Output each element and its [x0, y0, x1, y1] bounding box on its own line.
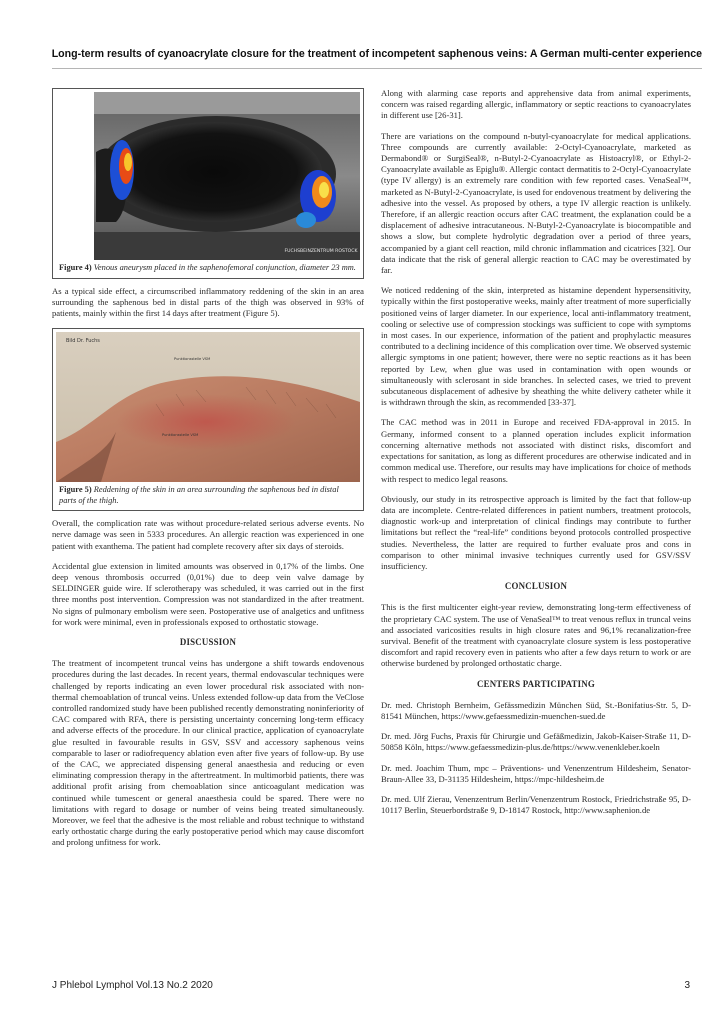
paragraph: The treatment of incompetent truncal veins has undergone a shift towards endovenous procedures during the last decades. In recent years, thermal endovascular techniques were challenged by reports indicating an even lower procedural risk associated with non-thermal chemoablation of truncal veins. Unless extended follow-up data from the VeClose controlled randomized study have been published recently demonstrating noninferiority of CAC compared with RFA, there is persisting uncertainty concerning long-term efficacy and adverse effects of the procedure. In our clinical practice, application of cyanoacrylate glue resulted in favourable results in GSV, SSV and accessory saphenous veins comparable to laser or radiofrequency ablation even after five years of follow-up. By use of the CAC, we appreciated dispensing general anaesthesia and reducing or even eliminating compression therapy in the aftertreatment. In multimorbid patients, there was additional profit arising from chemoablation since anticoagulant medication was continued while tumescent or general anaesthesia could be spared. There were no limitations with regard to dosage or number of veins being treated simultaneously. Moreover, we feel that the adhesive is the most reliable and robust technique to withstand early orthostatic charge during the early postoperative period which may cause discomfort and prolong unfitness for work.: [52, 658, 364, 848]
photo-label: Bild Dr. Fuchs: [66, 338, 100, 345]
center-entry: Dr. med. Jörg Fuchs, Praxis für Chirurgie und Gefäßmedizin, Jakob-Kaiser-Straße 11, D-50858 Köln, https://www.gefaessmedizin-plus.de/https://www.venenkleber.koeln: [381, 731, 691, 753]
header-rule: [52, 68, 702, 69]
paragraph: Along with alarming case reports and apprehensive data from animal experiments, concern was raised regarding allergic, inflammatory or septic reactions to cyanoacrylates in different use [26-31].: [381, 88, 691, 121]
figure-4-label: Figure 4): [59, 263, 92, 272]
ultrasound-watermark: FUCHSBEINZENTRUM ROSTOCK: [284, 249, 358, 254]
left-column: [52, 88, 364, 858]
page-number: 3: [684, 980, 690, 991]
figure-4-caption: [59, 263, 357, 274]
figure-4-caption-text: Venous aneurysm placed in the saphenofemoral conjunction, diameter 23 mm.: [91, 263, 356, 272]
puncture-label-lower: Punktionsstelle VSM: [162, 433, 199, 438]
running-header: Long-term results of cyanoacrylate closure for the treatment of incompetent saphenous veins: A German multi-center experience: [51, 48, 702, 60]
paragraph: There are variations on the compound n-butyl-cyanoacrylate for medical applications. Three compounds are currently available: 2-Octyl-Cyanoacrylate, marketed as Dermabond® or SurgiSeal®, n-Butyl-2-Cyanoacrylate as Histoacryl®, or Ethyl-2-Cyanoacrylate available as Epiglu®. Allergic contact dermatitis to 2-Octyl-Cyanoacrylate (type IV allergy) is an extremely rare condition with few reported cases. VenaSeal™, marketed as N-Butyl-2-Cyanoacrylate, is used for endovenous treatment by delivering the adhesive into the vessel. As proposed by others, a type IV allergic reaction is unlikely. Therefore, if an allergic reaction occurs after CAC treatment, the explanation could be a displacement of adhesive intracutaneous. N-Butyl-2-Cyanoacrylate is biocompatible and shows a slow, but complete hydrolytic degradation over a period of three years, accompanied by a giant cell reaction, mild chronic inflammation and cicatrices [32]. Our data indicate that the risk of general allergic reaction to CAC may be overestimated by far.: [381, 130, 691, 276]
figure-5: [52, 328, 364, 511]
paragraph: We noticed reddening of the skin, interpreted as histamine dependent hypersensitivity, typically within the first postoperative weeks, mainly after treatment of more superficially positioned veins of larger diameter. In our experience, local anti-inflammatory treatment, cooling or selective use of compression stockings was sufficient to cope with symptoms in most cases. In our experience, information of the patient and prophylactic measures contributed to a declining incidence of this complication over time. We observed systemic allergic symptoms in one patient; however, there were no septic reactions as it has been reported by Lew, when glue was used in contamination with open wounds or simultaneously with sclerosant in side branches. In selected cases, we tried to prevent subcutaneous displacement of adhesive by sheathing the white delivery catheter while it is withdrawn through the skin, as recommended [33-37].: [381, 285, 691, 408]
center-entry: Dr. med. Christoph Bernheim, Gefässmedizin München Süd, St.-Bonifatius-Str. 5, D-81541 München, https://www.gefaessmedizin-muenchen-sued.de: [381, 699, 691, 721]
center-entry: Dr. med. Joachim Thum, mpc – Präventions- und Venenzentrum Hildesheim, Senator-Braun-Allee 33, D-31135 Hildesheim, https://mpc-hildesheim.de: [381, 762, 691, 784]
paragraph: Overall, the complication rate was without procedure-related serious adverse events. No nerve damage was seen in 5333 procedures. An allergic reaction was experienced in one patient with exanthema. The patient had complete recovery after six days of steroids.: [52, 518, 364, 551]
figure-5-caption: [59, 485, 357, 506]
section-heading-discussion: DISCUSSION: [179, 636, 237, 647]
right-column: [381, 88, 691, 825]
paragraph: Obviously, our study in its retrospective approach is limited by the fact that follow-up data are incomplete. Centre-related differences in patient numbers, treatment protocols, diagnostic work-up and interpretation of clinical findings may contribute to further limitations but reflect the “real-life” conditions beyond protocols controlled prospective studies. Nevertheless, the latter are required to further evaluate pros and cons in comparison to other minimal invasive techniques currently used for GSV/SSV insufficiency.: [381, 493, 691, 571]
section-heading-centers: CENTERS PARTICIPATING: [476, 678, 596, 689]
footer-journal: J Phlebol Lymphol Vol.13 No.2 2020: [52, 980, 213, 991]
figure-4: [52, 88, 364, 279]
section-heading-conclusion: CONCLUSION: [504, 581, 568, 592]
figure-5-label: Figure 5): [59, 485, 92, 495]
paragraph: As a typical side effect, a circumscribed inflammatory reddening of the skin in an area surrounding the saphenous bed in distal parts of the thigh was observed in 93% of patients, mainly within the first 14 days after treatment (Figure 5).: [52, 285, 364, 318]
paragraph: Accidental glue extension in limited amounts was observed in 0,17% of the limbs. One deep venous thrombosis occurred (0,01%) due to deep vein valve damage by SELDINGER guide wire. If sclerotherapy was scheduled, it was carried out in the first three months post intervention. Compression was not standardized in the after treatment. No signs of pulmonary embolism were seen. Postoperative use of analgetics and unfitness for work were minimal, even in professionals exposed to orthostatic stowage.: [52, 560, 364, 627]
figure-5-caption-text: Reddening of the skin in an area surrounding the saphenous bed in distal parts of the thigh.: [59, 485, 339, 505]
ultrasound-image: [56, 92, 360, 260]
puncture-label-upper: Punktionsstelle VSM: [174, 357, 211, 362]
paragraph: The CAC method was in 2011 in Europe and received FDA-approval in 2015. In Germany, informed consent to a planned operation includes explicit information concerning alternative methods not associated with distinct risks, discomfort and expectations for sanitation, as long as different procedures are otherwise indicated and in common medical use. Therefore, our results may have implications for choice of methods with respect to medico legal reasons.: [381, 417, 691, 484]
thigh-photo: [56, 332, 360, 482]
paragraph: This is the first multicenter eight-year review, demonstrating long-term effectiveness of the proprietary CAC system. The use of VenaSeal™ to treat venous reflux in truncal veins and associated varicosities results in high closure rates and 96,1% recanalization-free survival. Benefit of the treatment with cyanoacrylate closure system is less postoperative discomfort and rapid recovery even in patients who after a few days return to work or are otherwise burdened by prolonged orthostatic charge.: [381, 602, 692, 669]
center-entry: Dr. med. Ulf Zierau, Venenzentrum Berlin/Venenzentrum Rostock, Friedrichstraße 95, D-10117 Berlin, Steuerbordstraße 9, D-18147 Rostock, http://www.saphenion.de: [381, 793, 691, 816]
